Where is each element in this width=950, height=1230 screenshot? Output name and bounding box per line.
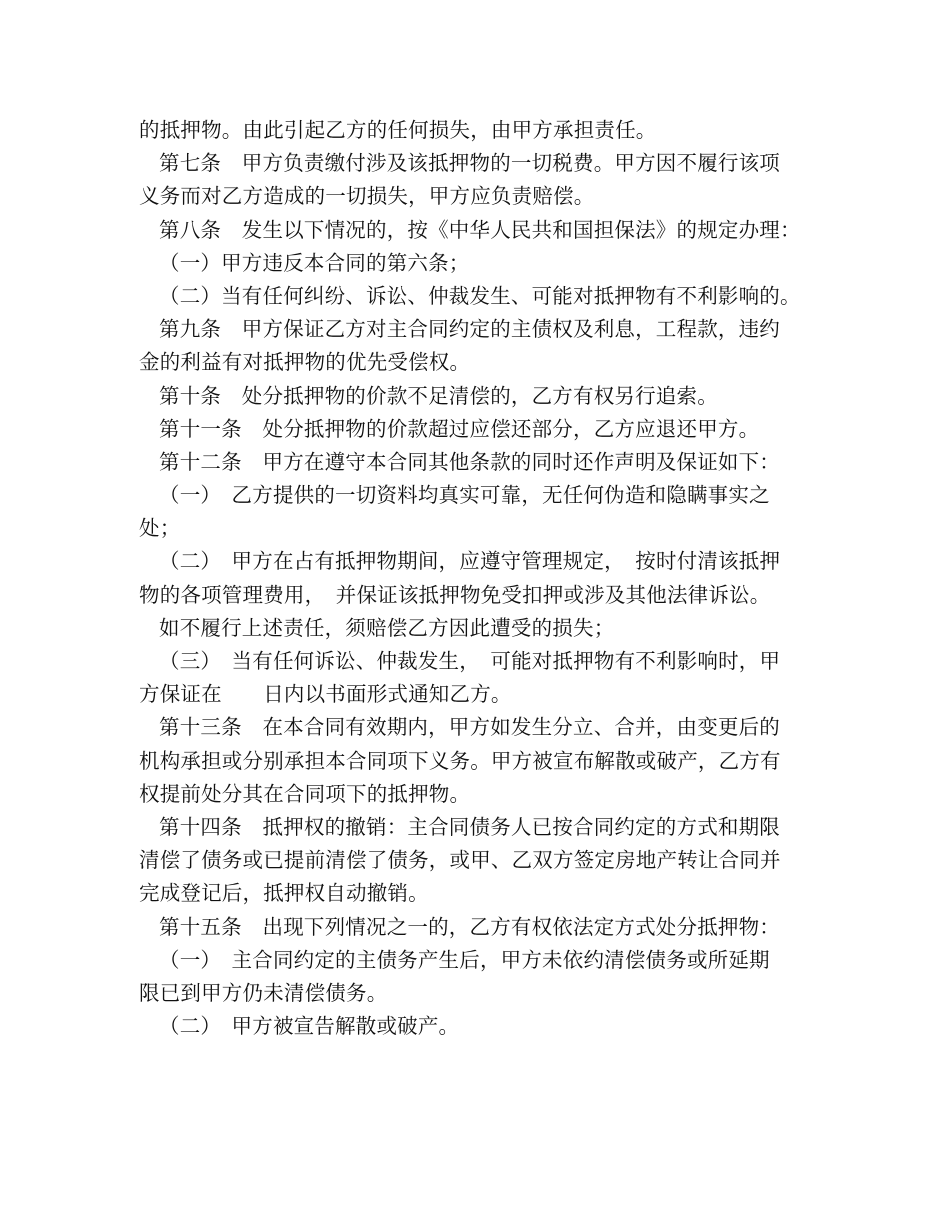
text-line: 金的利益有对抵押物的优先受偿权。: [139, 350, 471, 375]
text-line: （二） 甲方在占有抵押物期间，应遵守管理规定， 按时付清该抵押: [159, 549, 781, 574]
text-line: 方保证在 日内以书面形式通知乙方。: [139, 682, 512, 707]
text-line: 第十四条 抵押权的撤销：主合同债务人已按合同约定的方式和期限: [159, 814, 780, 839]
text-line: 义务而对乙方造成的一切损失，甲方应负责赔偿。: [139, 184, 595, 209]
text-line: 第七条 甲方负责缴付涉及该抵押物的一切税费。甲方因不履行该项: [159, 151, 780, 176]
text-line: 权提前处分其在合同项下的抵押物。: [139, 781, 471, 806]
text-line: （二）当有任何纠纷、诉讼、仲裁发生、可能对抵押物有不利影响的。: [159, 283, 801, 308]
text-line: 限已到甲方仍未清偿债务。: [139, 980, 388, 1005]
text-line: 第九条 甲方保证乙方对主合同约定的主债权及利息，工程款，违约: [159, 317, 780, 342]
text-line: （二） 甲方被宣告解散或破产。: [159, 1014, 460, 1039]
text-line: （一）甲方违反本合同的第六条；: [159, 250, 470, 275]
text-line: 第八条 发生以下情况的，按《中华人民共和国担保法》的规定办理：: [159, 217, 801, 242]
text-line: 机构承担或分别承担本合同项下义务。甲方被宣布解散或破产，乙方有: [139, 748, 781, 773]
text-line: 的抵押物。由此引起乙方的任何损失，由甲方承担责任。: [139, 118, 657, 142]
text-line: 第十一条 处分抵押物的价款超过应偿还部分，乙方应退还甲方。: [159, 416, 760, 441]
text-line: 第十五条 出现下列情况之一的，乙方有权依法定方式处分抵押物：: [159, 914, 780, 939]
text-line: 清偿了债务或已提前清偿了债务，或甲、乙双方签定房地产转让合同并: [139, 848, 781, 873]
text-line: （一） 乙方提供的一切资料均真实可靠，无任何伪造和隐瞒事实之: [159, 483, 770, 508]
text-line: 第十三条 在本合同有效期内，甲方如发生分立、合并，由变更后的: [159, 715, 780, 740]
text-line: 第十条 处分抵押物的价款不足清偿的，乙方有权另行追索。: [159, 383, 718, 408]
text-line: （一） 主合同约定的主债务产生后，甲方未依约清偿债务或所延期: [159, 947, 770, 972]
text-line: （三） 当有任何诉讼、仲裁发生， 可能对抵押物有不利影响时，甲: [159, 649, 781, 673]
text-line: 如不履行上述责任，须赔偿乙方因此遭受的损失；: [159, 615, 615, 640]
text-line: 物的各项管理费用， 并保证该抵押物免受扣押或涉及其他法律诉讼。: [139, 582, 771, 607]
text-line: 完成登记后，抵押权自动撤销。: [139, 881, 429, 906]
text-line: 第十二条 甲方在遵守本合同其他条款的同时还作声明及保证如下：: [159, 449, 780, 474]
contract-body-text: [139, 114, 819, 1043]
text-line: 处；: [139, 516, 181, 541]
